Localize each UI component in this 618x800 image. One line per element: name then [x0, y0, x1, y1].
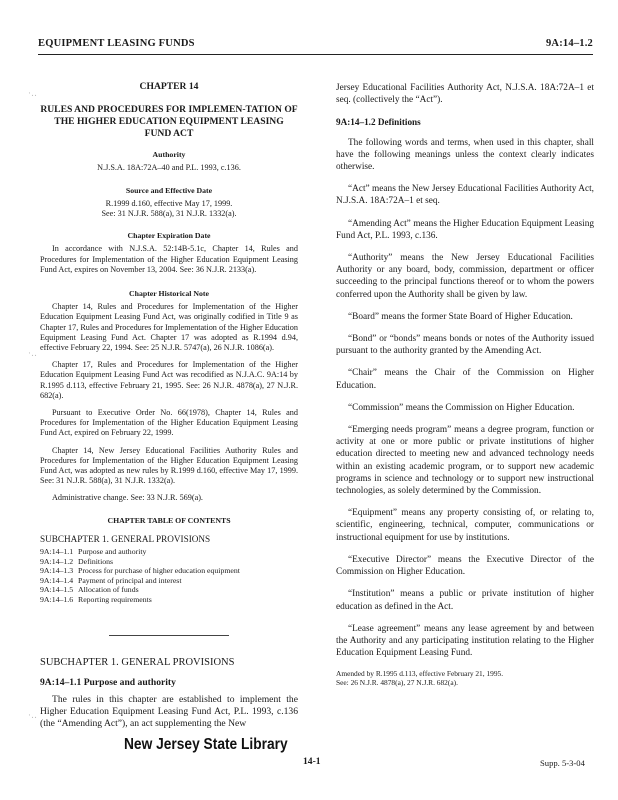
chapter-title: RULES AND PROCEDURES FOR IMPLEMEN-TATION OF THE HIGHER EDUCATION EQUIPMENT LEASING FUND ACT — [40, 104, 298, 140]
subchapter-heading: SUBCHAPTER 1. GENERAL PROVISIONS — [40, 656, 235, 668]
definition: “Authority” means the New Jersey Educational Facilities Authority or any board, body, commission, department or officer succeeding to the principal functions thereof or to whom the powers conferred upon the Authority shall be given by law. — [336, 253, 594, 300]
expiry-heading: Chapter Expiration Date — [127, 231, 211, 241]
definition: “Act” means the New Jersey Educational Facilities Authority Act, N.J.S.A. 18A:72A–1 et seq. — [336, 184, 594, 207]
definition: “Equipment” means any property consisting of, or relating to, scientific, engineering, technical, computer, communications or instructional equipment for use by institutions. — [336, 508, 594, 543]
definition: “Chair” means the Chair of the Commission on Higher Education. — [336, 368, 594, 391]
toc-item: 9A:14–1.3 Process for purchase of higher education equipment — [40, 566, 240, 576]
history-note-5: Administrative change. See: 33 N.J.R. 569(a). — [52, 493, 203, 503]
header-rule — [38, 54, 593, 55]
toc-subchapter: SUBCHAPTER 1. GENERAL PROVISIONS — [40, 533, 211, 544]
chapter-number: CHAPTER 14 — [139, 81, 199, 92]
definition: “Bond” or “bonds” means bonds or notes of the Authority issued pursuant to the authority granted by the Amending Act. — [336, 334, 594, 357]
supplement-date: Supp. 5-3-04 — [540, 758, 585, 768]
page-number: 14-1 — [303, 756, 321, 767]
section-text: The rules in this chapter are established to implement the Higher Education Equipment Leasing Fund Act, P.L. 1993, c.136 (the “Amending Act”), an act supplementing the New — [40, 694, 298, 730]
amendment-note-2: See: 26 N.J.R. 4878(a), 27 N.J.R. 682(a). — [336, 678, 458, 688]
source-text-1: R.1999 d.160, effective May 17, 1999. — [105, 198, 233, 208]
toc-list — [40, 547, 298, 605]
expiry-text: In accordance with N.J.S.A. 52:14B-5.1c, Chapter 14, Rules and Procedures for Implementation of the Higher Education Equipment Leasing Fund Act, expires on November 13, 2004. See: 36 N.J.R. 2133(a). — [40, 244, 298, 274]
source-text-2: See: 31 N.J.R. 588(a), 31 N.J.R. 1332(a). — [101, 209, 237, 219]
header-section: 9A:14–1.2 — [545, 38, 593, 49]
definition: “Commission” means the Commission on Higher Education. — [348, 402, 575, 413]
definition: “Amending Act” means the Higher Education Equipment Leasing Fund Act, P.L. 1993, c.136. — [336, 218, 594, 241]
history-note-4: Chapter 14, New Jersey Educational Facilities Authority Rules and Procedures for Implementation of the Higher Education Equipment Leasing Fund Act, was adopted as new rules by R.1999 d.160, effective May 17, 1999. See: 31 N.J.R. 588(a), 31 N.J.R. 1332(a). — [40, 445, 298, 486]
definition-intro: The following words and terms, when used in this chapter, shall have the following meanings unless the context clearly indicates otherwise. — [336, 137, 594, 173]
toc-item: 9A:14–1.2 Definitions — [40, 556, 114, 566]
toc-item: 9A:14–1.1 Purpose and authority — [40, 547, 147, 557]
section-heading: 9A:14–1.1 Purpose and authority — [40, 676, 176, 688]
definition: “Lease agreement” means any lease agreement by and between the Authority and any participating institution relating to the Higher Education Equipment Leasing Fund. — [336, 623, 594, 659]
authority-heading: Authority — [152, 150, 186, 160]
definition: “Emerging needs program” means a degree program, function or activity at one or more public or private institutions of higher education directed to meeting new and advanced technology needs within an existing academic program, or to support new academic programs in science and technology or to support new instructional technologies, as solely determined by the Commission. — [336, 425, 594, 497]
history-note-1: Chapter 14, Rules and Procedures for Implementation of the Higher Education Equipment Leasing Fund Act, was originally codified in Title 9 as Chapter 17, Rules and Procedures for Implementation of the Higher Education Equipment Leasing Fund Act. Chapter 17 was adopted as R.1994 d.94, effective February 22, 1994. See: 25 N.J.R. 5747(a), 26 N.J.R. 1086(a). — [40, 302, 298, 353]
header-title: EQUIPMENT LEASING FUNDS — [38, 38, 195, 49]
margin-mark: ·‥ — [28, 710, 37, 720]
continuation-text: Jersey Educational Facilities Authority Act, N.J.S.A. 18A:72A–1 et seq. (collectively the “Act”). — [336, 83, 594, 106]
definition: “Institution” means a public or private institution of higher education as defined in the Act. — [336, 589, 594, 612]
toc-item: 9A:14–1.5 Allocation of funds — [40, 585, 139, 595]
authority-text: N.J.S.A. 18A:72A–40 and P.L. 1993, c.136. — [97, 163, 241, 173]
toc-item: 9A:14–1.4 Payment of principal and interest — [40, 575, 182, 585]
history-note-2: Chapter 17, Rules and Procedures for Implementation of the Higher Education Equipment Leasing Fund Act was recodified as N.J.A.C. 9A:14 by R.1995 d.113, effective February 21, 1995. See: 26 N.J.R. 4878(a), 27 N.J.R. 682(a). — [40, 360, 298, 400]
amendment-note-1: Amended by R.1995 d.113, effective February 21, 1995. — [336, 669, 504, 679]
running-header — [38, 38, 593, 52]
margin-mark: ·‥ — [28, 348, 37, 358]
history-note-3: Pursuant to Executive Order No. 66(1978), Chapter 14, Rules and Procedures for Implementation of the Higher Education Equipment Leasing Fund Act, expired on February 22, 1999. — [40, 408, 298, 438]
definition: “Executive Director” means the Executive Director of the Commission on Higher Education. — [336, 554, 594, 578]
source-heading: Source and Effective Date — [125, 185, 213, 195]
right-column — [336, 82, 594, 687]
section-divider — [109, 635, 229, 636]
library-stamp: New Jersey State Library — [124, 736, 288, 753]
left-column — [40, 82, 298, 738]
toc-item: 9A:14–1.6 Reporting requirements — [40, 595, 152, 605]
toc-heading: CHAPTER TABLE OF CONTENTS — [107, 515, 231, 525]
margin-mark: ·‥ — [28, 88, 37, 98]
history-heading: Chapter Historical Note — [129, 289, 209, 299]
definition: “Board” means the former State Board of Higher Education. — [348, 311, 573, 322]
definitions-heading: 9A:14–1.2 Definitions — [336, 117, 421, 128]
